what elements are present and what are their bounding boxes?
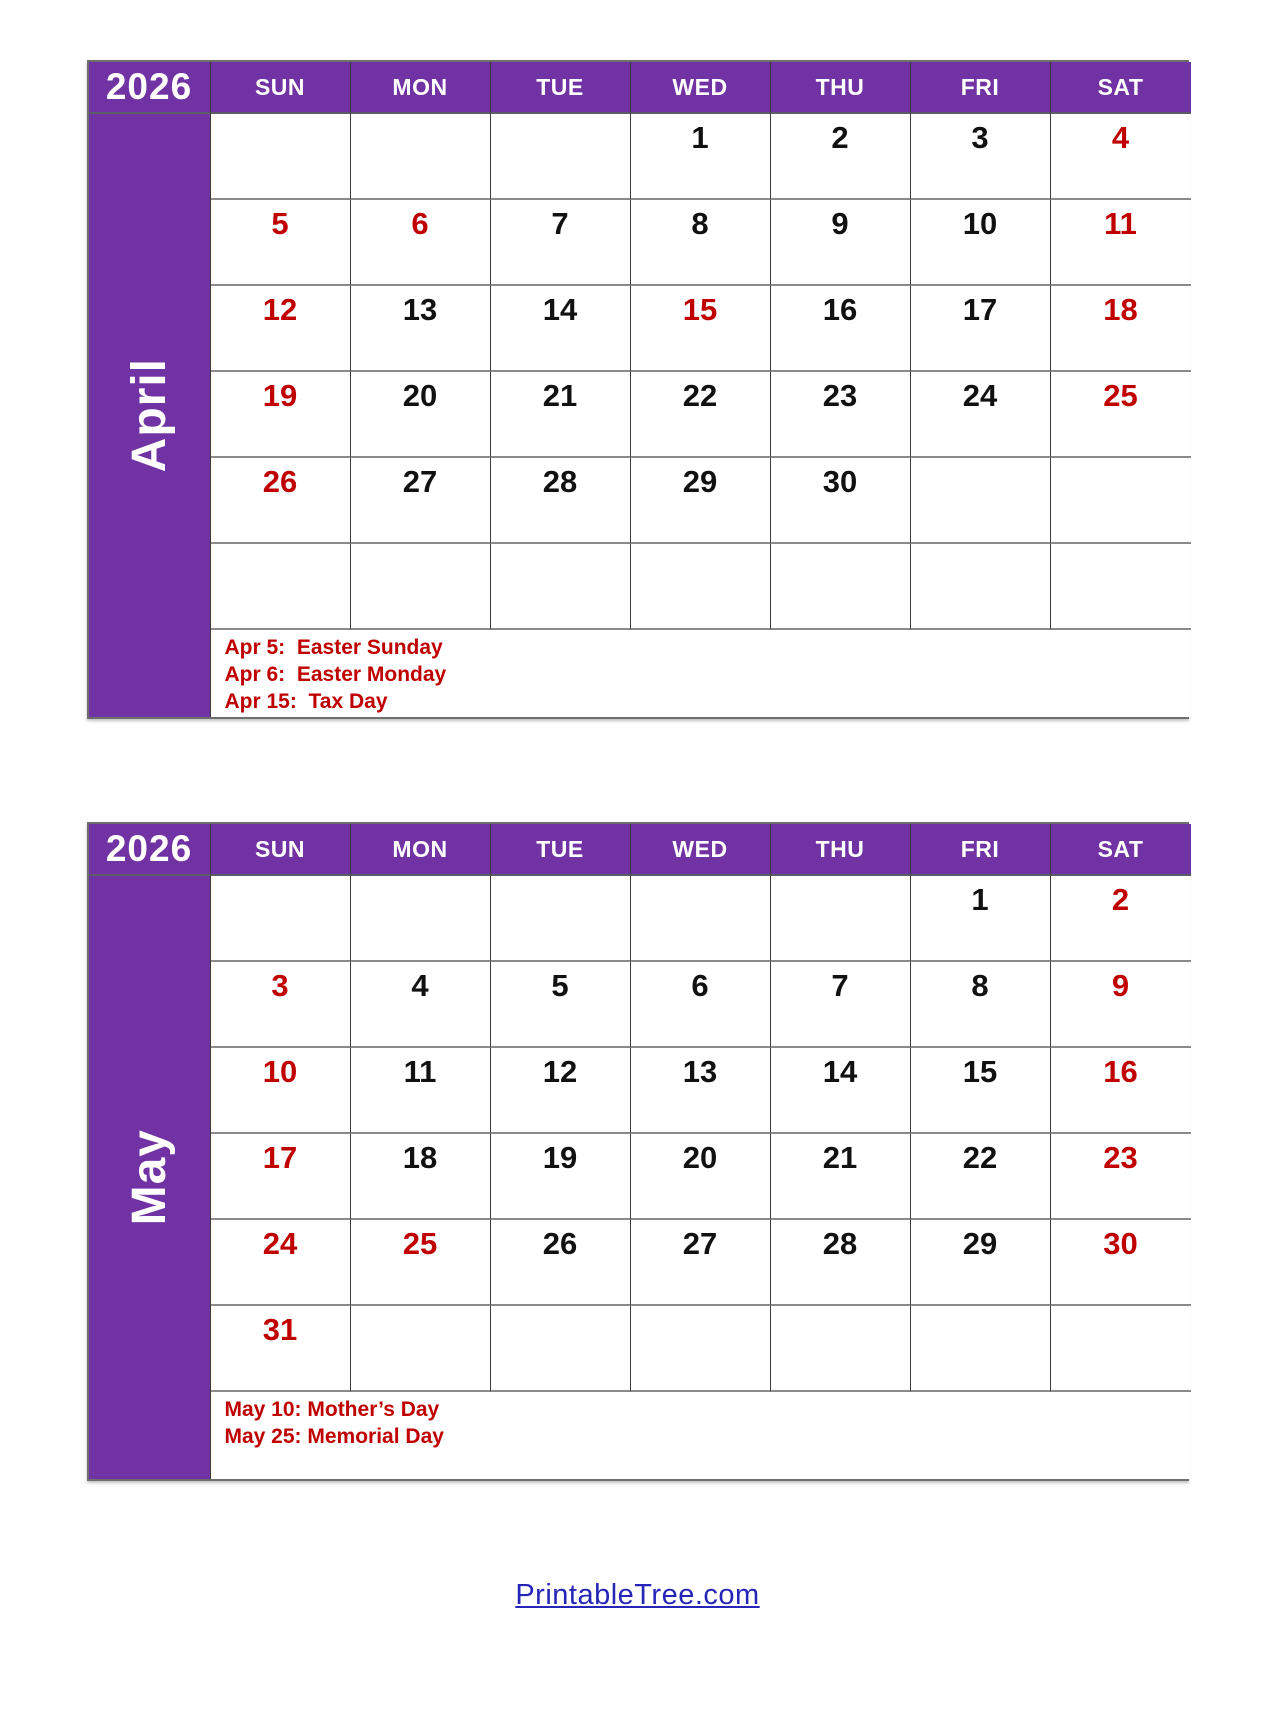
date-cell-empty [1051,544,1191,630]
date-cell-april-11: 11 [1051,200,1191,286]
holiday-notes-april [211,630,1191,717]
date-cell-may-16: 16 [1051,1048,1191,1134]
weekday-header-sat: SAT [1051,824,1191,876]
holiday-line: May 10: Mother’s Day [224,1398,440,1421]
date-cell-april-12: 12 [211,286,351,372]
month-bar-may [89,876,211,1479]
date-cell-empty [211,544,351,630]
date-cell-empty [491,544,631,630]
weekday-header-tue: TUE [491,824,631,876]
month-label: May [122,1129,176,1226]
date-cell-april-5: 5 [211,200,351,286]
holiday-line: Apr 5: Easter Sunday [224,636,443,659]
date-cell-may-1: 1 [911,876,1051,962]
date-cell-empty [351,876,491,962]
date-cell-may-5: 5 [491,962,631,1048]
date-cell-april-6: 6 [351,200,491,286]
date-cell-april-20: 20 [351,372,491,458]
date-cell-april-17: 17 [911,286,1051,372]
calendar-page [0,60,1275,1710]
calendar-may [87,822,1189,1481]
weekday-header-fri: FRI [911,824,1051,876]
date-cell-april-26: 26 [211,458,351,544]
date-cell-may-13: 13 [631,1048,771,1134]
date-cell-may-21: 21 [771,1134,911,1220]
date-cell-april-14: 14 [491,286,631,372]
date-cell-april-2: 2 [771,114,911,200]
date-cell-empty [631,544,771,630]
date-cell-may-4: 4 [351,962,491,1048]
weekday-header-fri: FRI [911,62,1051,114]
date-cell-may-12: 12 [491,1048,631,1134]
date-cell-may-26: 26 [491,1220,631,1306]
weekday-header-sun: SUN [211,62,351,114]
date-cell-may-18: 18 [351,1134,491,1220]
date-cell-may-17: 17 [211,1134,351,1220]
date-cell-april-29: 29 [631,458,771,544]
date-cell-empty [351,544,491,630]
date-cell-empty [1051,458,1191,544]
year-label: 2026 [89,62,211,114]
date-cell-april-16: 16 [771,286,911,372]
date-cell-may-9: 9 [1051,962,1191,1048]
date-cell-may-19: 19 [491,1134,631,1220]
date-cell-april-27: 27 [351,458,491,544]
date-cell-may-8: 8 [911,962,1051,1048]
date-cell-empty [211,114,351,200]
date-cell-may-2: 2 [1051,876,1191,962]
date-cell-may-24: 24 [211,1220,351,1306]
date-cell-may-10: 10 [211,1048,351,1134]
holiday-line: Apr 15: Tax Day [224,689,388,713]
date-cell-empty [351,1306,491,1392]
date-cell-may-22: 22 [911,1134,1051,1220]
date-cell-empty [491,1306,631,1392]
date-cell-empty [491,876,631,962]
date-cell-empty [771,544,911,630]
date-cell-april-4: 4 [1051,114,1191,200]
date-cell-april-1: 1 [631,114,771,200]
weekday-header-wed: WED [631,824,771,876]
calendar-april [87,60,1189,719]
date-cell-may-3: 3 [211,962,351,1048]
weekday-header-sun: SUN [211,824,351,876]
date-cell-april-18: 18 [1051,286,1191,372]
date-cell-may-29: 29 [911,1220,1051,1306]
date-cell-may-14: 14 [771,1048,911,1134]
date-cell-april-15: 15 [631,286,771,372]
date-cell-empty [211,876,351,962]
weekday-header-sat: SAT [1051,62,1191,114]
date-cell-empty [351,114,491,200]
date-cell-empty [631,876,771,962]
date-cell-empty [771,876,911,962]
date-cell-empty [1051,1306,1191,1392]
date-cell-empty [911,1306,1051,1392]
date-cell-may-20: 20 [631,1134,771,1220]
month-bar-april [89,114,211,717]
date-cell-april-21: 21 [491,372,631,458]
date-cell-april-13: 13 [351,286,491,372]
date-cell-april-8: 8 [631,200,771,286]
holiday-line: May 25: Memorial Day [224,1424,444,1448]
date-cell-may-11: 11 [351,1048,491,1134]
date-cell-april-24: 24 [911,372,1051,458]
date-cell-may-23: 23 [1051,1134,1191,1220]
holiday-line: Apr 6: Easter Monday [224,662,447,686]
weekday-header-tue: TUE [491,62,631,114]
date-cell-may-7: 7 [771,962,911,1048]
weekday-header-thu: THU [771,62,911,114]
date-cell-may-27: 27 [631,1220,771,1306]
date-cell-april-23: 23 [771,372,911,458]
date-cell-april-10: 10 [911,200,1051,286]
date-cell-may-30: 30 [1051,1220,1191,1306]
date-cell-april-19: 19 [211,372,351,458]
date-cell-april-22: 22 [631,372,771,458]
date-cell-may-28: 28 [771,1220,911,1306]
date-cell-april-3: 3 [911,114,1051,200]
footer [0,1579,1275,1612]
date-cell-april-30: 30 [771,458,911,544]
date-cell-may-25: 25 [351,1220,491,1306]
date-cell-may-6: 6 [631,962,771,1048]
date-cell-empty [771,1306,911,1392]
date-cell-may-31: 31 [211,1306,351,1392]
date-cell-april-28: 28 [491,458,631,544]
month-label: April [122,358,176,473]
date-cell-empty [631,1306,771,1392]
date-cell-empty [911,544,1051,630]
date-cell-april-9: 9 [771,200,911,286]
weekday-header-mon: MON [351,62,491,114]
holiday-notes-may [211,1392,1191,1479]
date-cell-may-15: 15 [911,1048,1051,1134]
date-cell-april-25: 25 [1051,372,1191,458]
weekday-header-thu: THU [771,824,911,876]
weekday-header-mon: MON [351,824,491,876]
date-cell-empty [491,114,631,200]
year-label: 2026 [89,824,211,876]
date-cell-april-7: 7 [491,200,631,286]
printabletree-link[interactable]: PrintableTree.com [515,1579,760,1611]
date-cell-empty [911,458,1051,544]
weekday-header-wed: WED [631,62,771,114]
